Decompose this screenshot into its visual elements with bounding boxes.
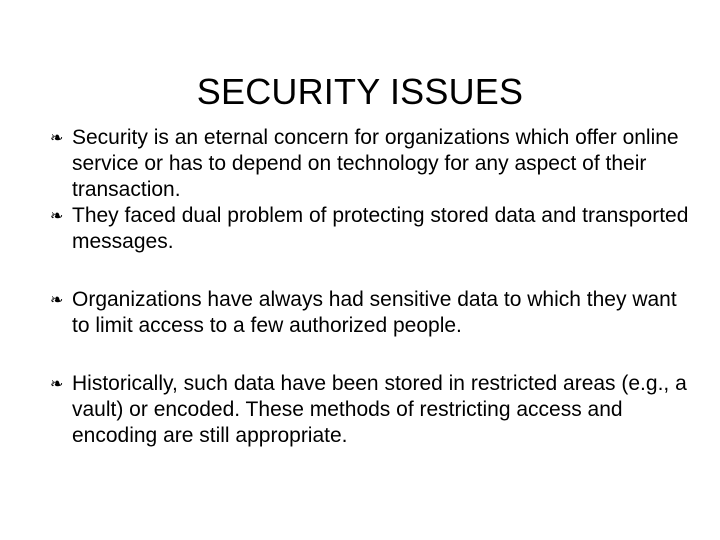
bullet-icon: ❧ [50, 292, 64, 309]
bullet-item [50, 203, 690, 255]
bullet-text: Security is an eternal concern for organizations which offer online service or has to depend on technology for any aspect of their transaction. [72, 126, 679, 201]
bullet-text: Organizations have always had sensitive data to which they want to limit access to a few authorized people. [72, 288, 677, 337]
bullet-text: They faced dual problem of protecting stored data and transported messages. [72, 204, 689, 253]
bullet-item [50, 371, 690, 449]
bullet-icon: ❧ [50, 130, 64, 147]
bullet-text: Historically, such data have been stored in restricted areas (e.g., a vault) or encoded. These methods of restricting access and encoding are still appropriate. [72, 372, 687, 447]
bullet-item [50, 287, 690, 339]
bullet-icon: ❧ [50, 208, 64, 225]
bullet-list [50, 125, 690, 449]
bullet-icon: ❧ [50, 376, 64, 393]
slide-title: SECURITY ISSUES [196, 71, 524, 113]
bullet-item [50, 125, 690, 203]
